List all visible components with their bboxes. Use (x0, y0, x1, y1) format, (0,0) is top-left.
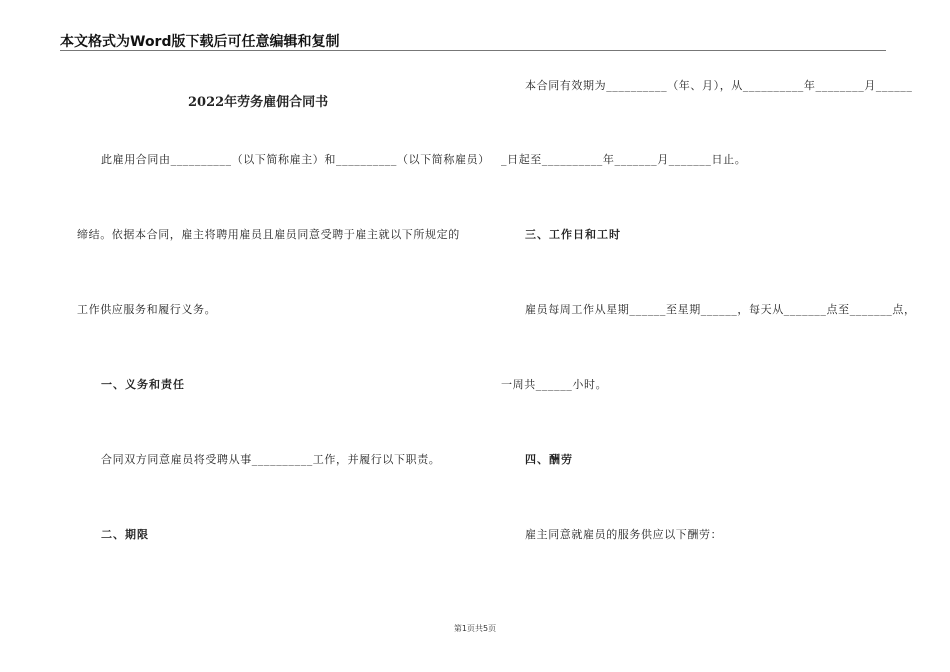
section-heading: 二、期限 (101, 528, 149, 541)
paragraph-line: 此雇用合同由__________（以下简称雇主）和__________（以下简称雇员） (101, 153, 490, 166)
section-heading: 三、工作日和工时 (525, 228, 621, 241)
document-header: 本文格式为Word版下载后可任意编辑和复制 (60, 34, 340, 50)
paragraph-line: 一周共______小时。 (501, 378, 608, 391)
paragraph-line: 缔结。依据本合同，雇主将聘用雇员且雇员同意受聘于雇主就以下所规定的 (77, 228, 460, 241)
paragraph-line: 工作供应服务和履行义务。 (77, 303, 217, 316)
section-heading: 四、酬劳 (525, 453, 573, 466)
header-divider (60, 50, 886, 51)
paragraph-line: 本合同有效期为__________（年、月），从__________年________月______ (525, 79, 913, 92)
paragraph-line: 合同双方同意雇员将受聘从事__________工作，并履行以下职责。 (101, 453, 441, 466)
paragraph-line: 雇主同意就雇员的服务供应以下酬劳： (525, 528, 723, 541)
paragraph-line: 雇员每周工作从星期______至星期______，每天从_______点至_______点， (525, 303, 916, 316)
paragraph-line: _日起至__________年_______月_______日止。 (501, 153, 747, 166)
document-title: 2022年劳务雇佣合同书 (188, 95, 329, 110)
page-indicator: 第1页共5页 (453, 624, 497, 633)
section-heading: 一、义务和责任 (101, 378, 185, 391)
